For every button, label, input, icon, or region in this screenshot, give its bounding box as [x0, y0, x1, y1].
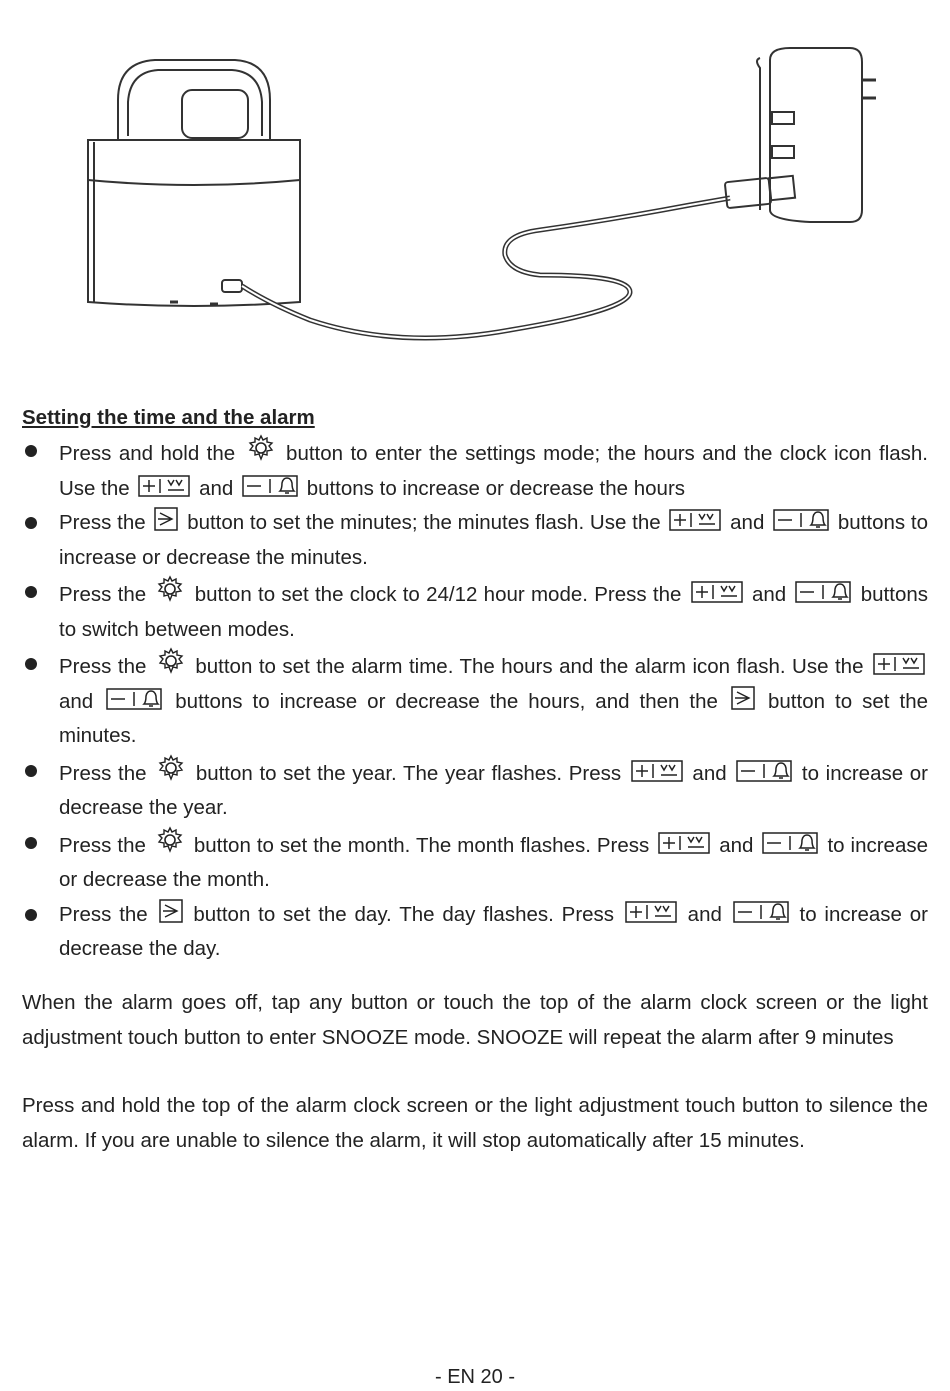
list-item: Press the button to set the year. The year flashes. Press and to increase or decrease the year. [22, 754, 928, 826]
gear-icon [246, 434, 276, 462]
bullet [25, 909, 37, 921]
gear-icon [155, 826, 185, 854]
bullet [25, 658, 37, 670]
instruction-list [22, 434, 928, 967]
gear-icon [155, 575, 185, 603]
list-item: Press and hold the button to enter the settings mode; the hours and the clock icon flash. Use the and buttons to increase or decrease the hours [22, 434, 928, 506]
list-item: Press the button to set the clock to 24/12 hour mode. Press the and buttons to switch between modes. [22, 575, 928, 647]
silence-paragraph: Press and hold the top of the alarm clock screen or the light adjustment touch button to silence the alarm. If you are unable to silence the alarm, it will stop automatically after 15 minutes. [22, 1094, 928, 1152]
gear-icon [156, 647, 186, 675]
down-bell-button-icon [733, 901, 789, 923]
down-bell-button-icon [106, 688, 162, 710]
up-button-icon [658, 832, 710, 854]
list-item: Press the button to set the minutes; the minutes flash. Use the and buttons to increase or decrease the minutes. [22, 506, 928, 575]
down-bell-button-icon [795, 581, 851, 603]
clock-charger-illustration [70, 40, 900, 360]
list-item: Press the button to set the month. The month flashes. Press and to increase or decrease the month. [22, 826, 928, 898]
list-item: Press the button to set the day. The day flashes. Press and to increase or decrease the day. [22, 898, 928, 967]
up-button-icon [625, 901, 677, 923]
bullet [25, 837, 37, 849]
list-item: Press the button to set the alarm time. The hours and the alarm icon flash. Use the and buttons to increase or decrease the hours, and then the button to set the minutes. [22, 647, 928, 754]
up-button-icon [138, 475, 190, 497]
bullet [25, 445, 37, 457]
section-heading: Setting the time and the alarm [22, 406, 315, 429]
snooze-paragraph: When the alarm goes off, tap any button or touch the top of the alarm clock screen or the light adjustment touch button to enter SNOOZE mode. SNOOZE will repeat the alarm after 9 minutes [22, 991, 928, 1049]
up-button-icon [631, 760, 683, 782]
bullet [25, 765, 37, 777]
arrow-button-icon [154, 507, 178, 531]
arrow-button-icon [731, 686, 755, 710]
page-number: - EN 20 - [434, 1366, 516, 1388]
arrow-button-icon [159, 899, 183, 923]
down-bell-button-icon [773, 509, 829, 531]
down-bell-button-icon [242, 475, 298, 497]
bullet [25, 517, 37, 529]
down-bell-button-icon [762, 832, 818, 854]
bullet [25, 586, 37, 598]
up-button-icon [669, 509, 721, 531]
up-button-icon [873, 653, 925, 675]
down-bell-button-icon [736, 760, 792, 782]
up-button-icon [691, 581, 743, 603]
gear-icon [156, 754, 186, 782]
